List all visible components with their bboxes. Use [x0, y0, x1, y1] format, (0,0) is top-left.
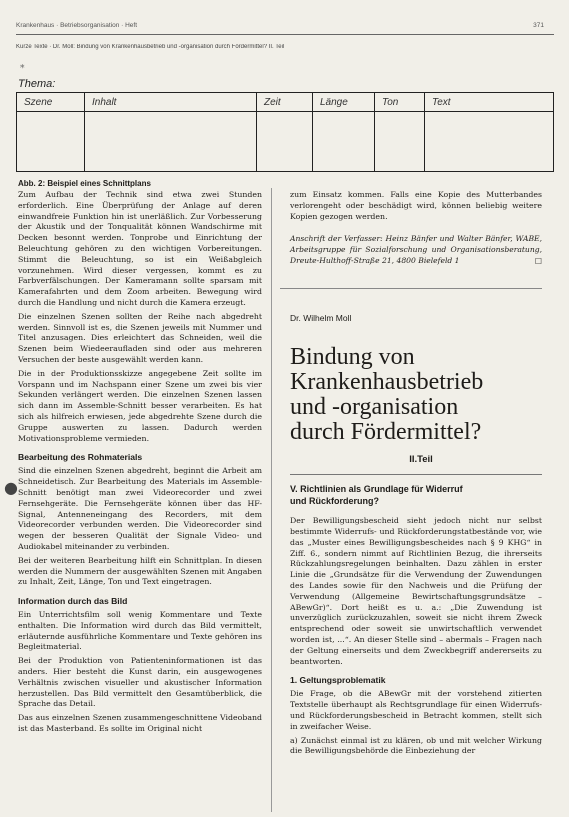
- star-mark: *: [20, 64, 25, 74]
- left-column: [18, 190, 262, 812]
- article-separator: [280, 288, 542, 289]
- storyboard-form: [16, 92, 554, 172]
- storyboard-cell: [85, 112, 257, 172]
- body-paragraph: Ein Unterrichtsfilm soll wenig Kommentare und Texte enthalten. Die Information wird durch das Bild vermittelt, erläuternde ausführliche Kommentare und Texte gehören ins Begleitmaterial.: [18, 610, 262, 652]
- article-title: [290, 345, 542, 445]
- storyboard-thema-label: Thema:: [18, 78, 56, 90]
- storyboard-header-ton: Ton: [375, 93, 425, 112]
- end-mark: □: [534, 255, 542, 265]
- running-head-left: Krankenhaus · Betriebsorganisation · Heft: [16, 22, 138, 29]
- title-line: durch Fördermittel?: [290, 419, 482, 446]
- body-paragraph: Bei der Produktion von Patienteninformationen ist das anders. Hier besteht die Kunst darin, ein ausgewogenes Verhältnis zwischen visueller und akustischer Information herzustellen. Das Bild vermittelt den Gesamtüberblick, die Sprache das Detail.: [18, 656, 262, 709]
- section-heading: Information durch das Bild: [18, 596, 128, 607]
- body-paragraph: Die einzelnen Szenen sollten der Reihe nach abgedreht werden. Sinnvoll ist es, die Szenen jeweils mit Nummer und Titel anzusagen. Dies erleichtert das Schneiden, weil die Szenen beim Wiedeeraufladen sind oder aus mehreren Versuchen der beste ausgewählt werden kann.: [18, 311, 262, 364]
- article-part: II.Teil: [409, 454, 433, 466]
- author-address: [290, 234, 542, 266]
- running-head: [16, 22, 544, 29]
- storyboard-header-zeit: Zeit: [257, 93, 313, 112]
- storyboard-cell: [17, 112, 85, 172]
- page-number: 371: [533, 22, 544, 29]
- address-text: Anschrift der Verfasser: Heinz Bänfer und Walter Bänfer, WABE, Arbeitsgruppe für Sozialforschung und Organisationsberatung, Dreute-Hulthoff-Straße 21, 4800 Bielefeld 1: [290, 234, 542, 265]
- storyboard-cell: [313, 112, 375, 172]
- article-author: Dr. Wilhelm Moll: [290, 313, 352, 324]
- section-title: [290, 483, 542, 507]
- right-column: [280, 190, 542, 812]
- section-title-line: und Rückforderung?: [290, 496, 379, 507]
- kicker-line: Kurze Texte · Dr. Moll: Bindung von Krankenhausbetrieb und -organisation durch Fördermittel? II. Teil: [16, 44, 285, 50]
- body-paragraph: Das aus einzelnen Szenen zusammengeschnittene Videoband ist das Masterband. Es sollte im Original nicht: [18, 713, 262, 734]
- section-title-line: V. Richtlinien als Grundlage für Widerruf: [290, 484, 463, 495]
- storyboard-cell: [375, 112, 425, 172]
- body-paragraph: zum Einsatz kommen. Falls eine Kopie des Mutterbandes verlorengeht oder beschädigt wird, können beliebig weitere Kopien gezogen werden.: [290, 190, 542, 221]
- body-paragraph: Sind die einzelnen Szenen abgedreht, beginnt die Arbeit am Schneidetisch. Zur Bearbeitung des Materials im Assemble-Schnitt benötigt man zwei Videorecorder und zwei Fernsehgeräte. Die Fernsehgeräte können über das HF-Signal, Antenneneingang des Recorders, mit dem Videorecorder verbunden werden. Die Videorecorder sind wegen der besseren Qualität der Signale Video- und Audiokabel miteinander zu verbinden.: [18, 466, 262, 551]
- storyboard-header-text: Text: [425, 93, 554, 112]
- title-line: und -organisation: [290, 394, 459, 421]
- body-paragraph: Der Bewilligungsbescheid sieht jedoch nicht nur selbst bestimmte Widerrufs- und Rückforderungstatbestände vor, wie das „Muster eines Bewilligungsbescheides nach § 9 KHG“ in Ziff. 6., sondern nimmt auf Richtlinien Bezug, die ihrerseits Rückzahlungsregelungen beinhalten. Dazu zählen in erster Linie die „Grundsätze für die Verwendung der Zuwendungen des Landes sowie für den Nachweis und die Prüfung der Verwendung (Allgemeine Bewirtschaftungsgrundsätze – ABewGr)“. Dort heißt es u. a.: „Die Zuwendung ist unverzüglich zurückzuzahlen, soweit sie nicht ihrem Zweck entsprechend oder soweit sie unwirtschaftlich verwendet worden ist, ...“. An dieser Stelle sind – abermals – Fragen nach der Geltung einerseits und dem Zweckbegriff andererseits zu beantworten.: [290, 516, 542, 666]
- storyboard-header-szene: Szene: [17, 93, 85, 112]
- body-paragraph: Die in der Produktionsskizze angegebene Zeit sollte im Vorspann und im Nachspann einer Szene um zwei bis vier Sekunden verlängert werden. Die einzelnen Szenen lassen sich dann im Assemble-Schnitt besser verarbeiten. Es hat sich als hilfreich erwiesen, jede abgedrehte Szene durch die Gruppe auswerten zu lassen. Dadurch werden Motivationsprobleme vermieden.: [18, 368, 262, 443]
- figure-caption: Abb. 2: Beispiel eines Schnittplans: [18, 179, 151, 188]
- column-rule: [271, 188, 272, 812]
- section-rule: [290, 474, 542, 475]
- body-paragraph: a) Zunächst einmal ist zu klären, ob und mit welcher Wirkung die Bewilligungsbehörde die Einbeziehung der: [290, 735, 542, 756]
- storyboard-cell: [257, 112, 313, 172]
- storyboard-header-inhalt: Inhalt: [85, 93, 257, 112]
- title-line: Krankenhausbetrieb: [290, 369, 484, 396]
- storyboard-cell: [425, 112, 554, 172]
- section-heading: Bearbeitung des Rohmaterials: [18, 452, 143, 463]
- storyboard-header-laenge: Länge: [313, 93, 375, 112]
- section-heading: 1. Geltungsproblematik: [290, 675, 386, 686]
- body-paragraph: Zum Aufbau der Technik sind etwa zwei Stunden erforderlich. Eine Überprüfung der Anlage auf deren einwandfreie Funktion hin ist unerläßlich. Zur Vorbesserung der Akustik und der Tonqualität können Wandschirme mit Decken besonnt werden. Tonprobe und Einrichtung der Beleuchtung gehören zu den wichtigen Vorbereitungen. Stimmt die Beleuchtung, so ist ein Weißabgleich vorzunehmen. Wird dieser vergessen, kommt es zu Farbverfälschungen. Der Kameramann sollte sparsam mit Kamerafahrten und dem Zoom arbeiten. Bewegung wird durch die Handlung und nicht durch die Kamera erzeugt.: [18, 190, 262, 307]
- binder-hole-mark: ●: [4, 478, 18, 497]
- body-paragraph: Bei der weiteren Bearbeitung hilft ein Schnittplan. In diesen werden die Nummern der ausgewählten Szenen mit Angaben zu Inhalt, Zeit, Länge, Ton und Text eingetragen.: [18, 555, 262, 587]
- body-paragraph: Die Frage, ob die ABewGr mit der vorstehend zitierten Textstelle überhaupt als Rechtsgrundlage für einen Widerrufs- und Rückforderungsbescheid in Betracht kommen, stellt sich in zweifacher Weise.: [290, 689, 542, 731]
- header-rule: [16, 34, 554, 35]
- title-line: Bindung von: [290, 344, 415, 371]
